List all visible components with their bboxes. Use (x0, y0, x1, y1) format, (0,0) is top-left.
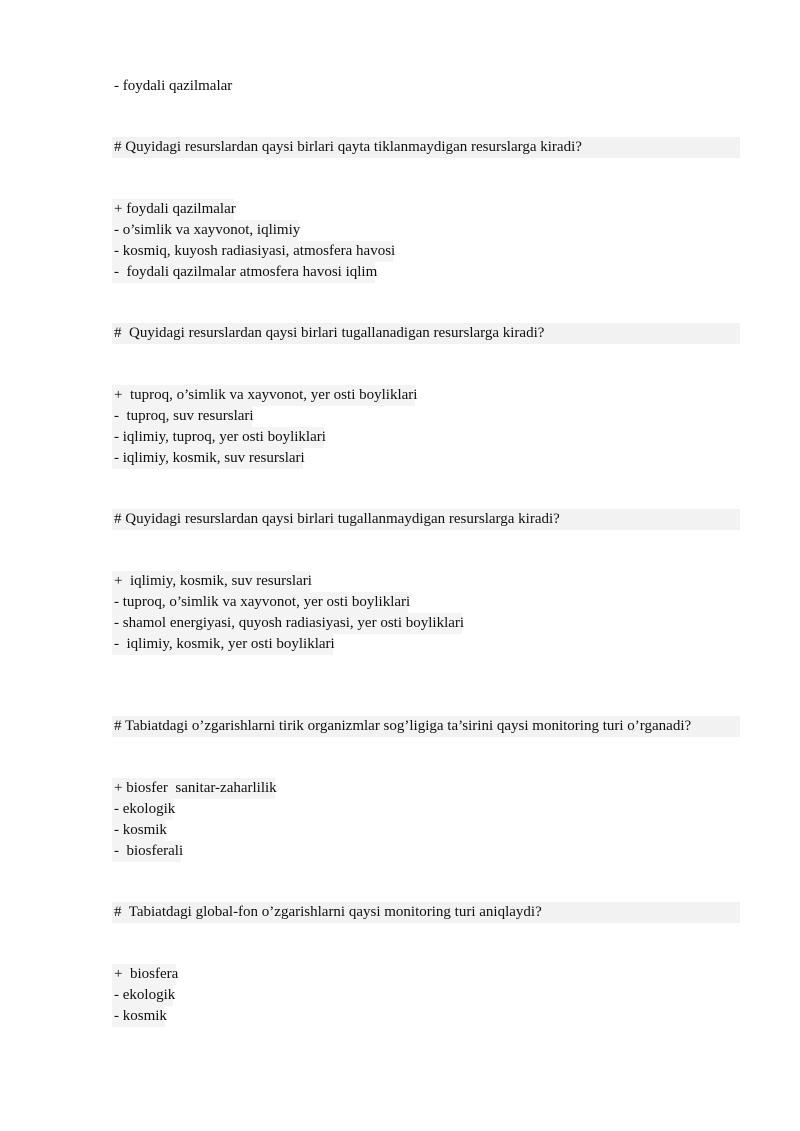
answer-option: - foydali qazilmalar (114, 78, 233, 94)
answer-option: - kosmiq, kuyosh radiasiyasi, atmosfera havosi (114, 241, 395, 262)
answer-option: - iqlimiy, kosmik, yer osti boyliklari (114, 634, 335, 655)
answer-option: - foydali qazilmalar atmosfera havosi iqlim (114, 262, 377, 283)
answer-option: - o’simlik va xayvonot, iqlimiy (114, 220, 300, 241)
answer-option: - biosferali (114, 841, 183, 862)
answer-option: - iqlimiy, kosmik, suv resurslari (114, 448, 305, 469)
question-heading: # Quyidagi resurslardan qaysi birlari tugallanadigan resurslarga kiradi? (114, 323, 544, 344)
answer-option: - ekologik (114, 985, 175, 1006)
answer-option: - tuproq, o’simlik va xayvonot, yer osti boyliklari (114, 592, 410, 613)
answer-option-correct: + biosfera (114, 964, 178, 985)
answer-option-correct: + biosfer sanitar-zaharlilik (114, 778, 277, 799)
answer-option: - kosmik (114, 1006, 167, 1027)
answer-option: - shamol energiyasi, quyosh radiasiyasi, yer osti boyliklari (114, 613, 464, 634)
answer-option-correct: + foydali qazilmalar (114, 199, 236, 220)
answer-option: - ekologik (114, 799, 175, 820)
answer-option-correct: + iqlimiy, kosmik, suv resurslari (114, 571, 312, 592)
question-heading: # Quyidagi resurslardan qaysi birlari tugallanmaydigan resurslarga kiradi? (114, 509, 560, 530)
answer-option: - kosmik (114, 820, 167, 841)
answer-option-correct: + tuproq, o’simlik va xayvonot, yer osti boyliklari (114, 385, 417, 406)
question-heading: # Tabiatdagi global-fon o’zgarishlarni qaysi monitoring turi aniqlaydi? (114, 902, 542, 923)
answer-option: - iqlimiy, tuproq, yer osti boyliklari (114, 427, 326, 448)
answer-option: - tuproq, suv resurslari (114, 406, 254, 427)
question-heading: # Quyidagi resurslardan qaysi birlari qayta tiklanmaydigan resurslarga kiradi? (114, 137, 582, 158)
question-heading: # Tabiatdagi o’zgarishlarni tirik organizmlar sog’ligiga ta’sirini qaysi monitoring turi o’rganadi? (114, 716, 691, 737)
